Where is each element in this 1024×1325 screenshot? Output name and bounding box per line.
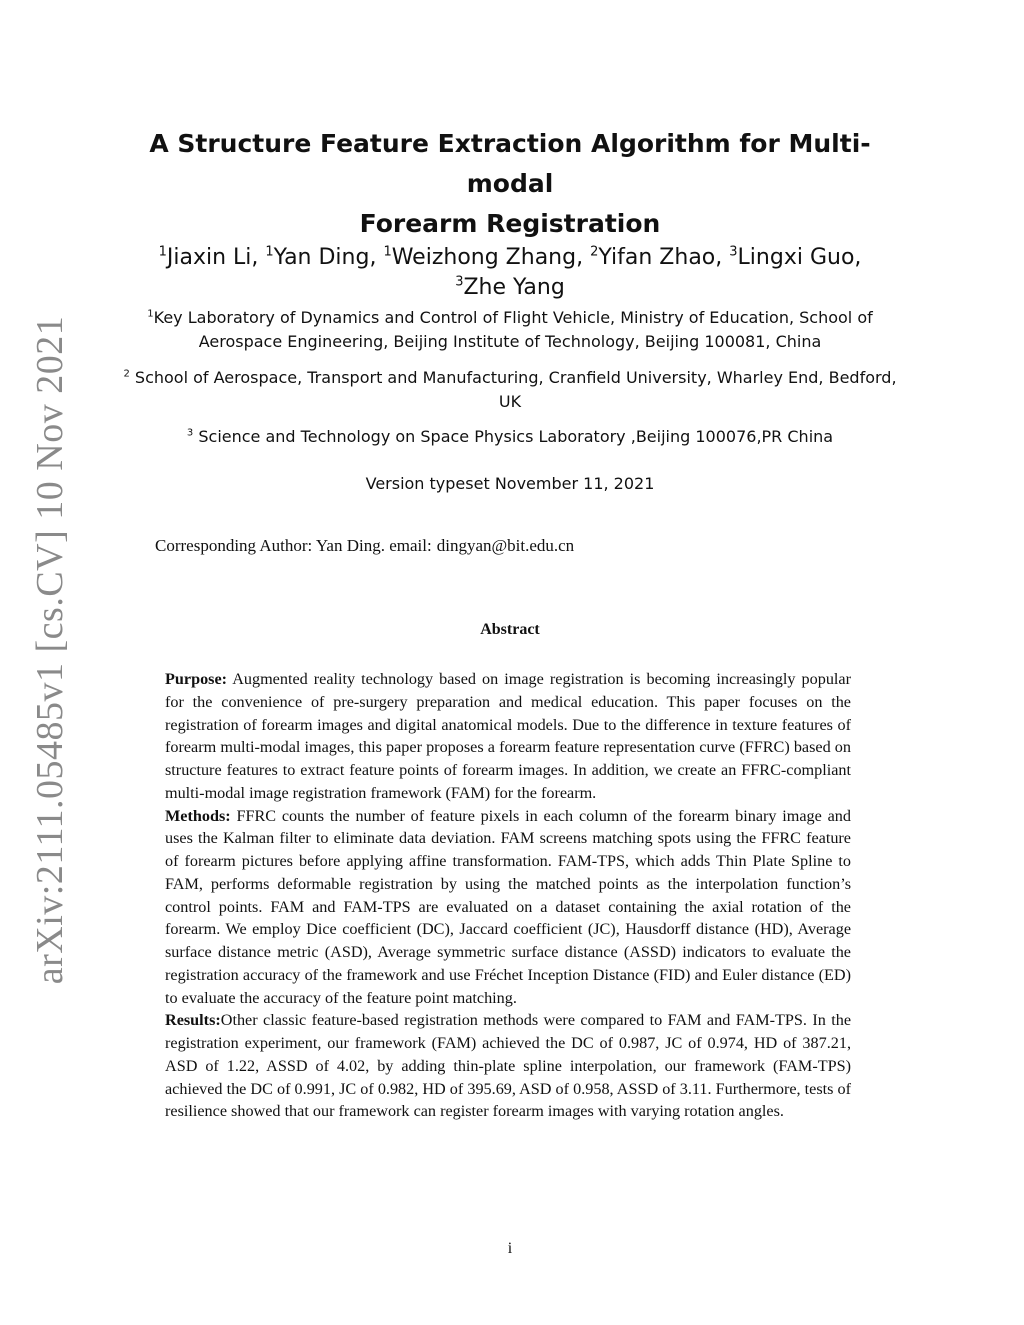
version-typeset: Version typeset November 11, 2021 bbox=[365, 474, 655, 493]
author-3-sup: 1 bbox=[383, 244, 392, 260]
abstract-methods bbox=[165, 805, 851, 1010]
author-3: Weizhong Zhang, bbox=[391, 245, 584, 270]
corresponding-author bbox=[155, 536, 574, 556]
paper-title bbox=[110, 124, 910, 244]
author-2: Yan Ding, bbox=[273, 245, 377, 270]
author-1: Jiaxin Li, bbox=[166, 245, 259, 270]
abstract-heading: Abstract bbox=[480, 621, 540, 638]
results-label: Results: bbox=[165, 1011, 221, 1030]
purpose-text: Augmented reality technology based on image registration is becoming increasingly popular for the convenience of pre-surgery preparation and medical education. This paper focuses on the registration of forearm images and digital anatomical models. Due to the difference in texture features of forearm multi-modal images, this paper proposes a forearm feature representation curve (FFRC) based on structure features to extract feature points of forearm images. In addition, we create an FFRC-compliant multi-modal image registration framework (FAM) for the forearm. bbox=[165, 670, 851, 802]
purpose-label: Purpose: bbox=[165, 670, 228, 688]
affiliation-2-text: School of Aerospace, Transport and Manufacturing, Cranfield University, Wharley End, Bedford, UK bbox=[129, 368, 897, 411]
affiliation-2-sup: 2 bbox=[123, 368, 130, 380]
author-4: Yifan Zhao, bbox=[598, 245, 723, 270]
affiliation-1 bbox=[110, 306, 910, 354]
methods-text: FFRC counts the number of feature pixels in each column of the forearm binary image and uses the Kalman filter to eliminate data deviation. FAM screens matching spots using the FFRC feature of forearm pictures before applying affine transformation. FAM-TPS, which adds Thin Plate Spline to FAM, performs deformable registration by using the matched points as the interpolation function’s control points. FAM and FAM-TPS are evaluated on a dataset containing the axial rotation of the forearm. We employ Dice coefficient (DC), Jaccard coefficient (JC), Hausdorff distance (HD), Average surface distance metric (ASD), Average symmetric surface distance (ASSD) indicators to evaluate the registration accuracy of the framework and use Fréchet Inception Distance (FID) and Euler distance (ED) to evaluate the accuracy of the feature point matching. bbox=[165, 806, 851, 1007]
affiliation-3 bbox=[110, 425, 910, 449]
author-2-sup: 1 bbox=[265, 244, 274, 260]
abstract-results bbox=[165, 1009, 851, 1123]
arxiv-identifier: arXiv:2111.05485v1 [cs.CV] 10 Nov 2021 bbox=[29, 315, 71, 985]
title-line-2: Forearm Registration bbox=[359, 209, 661, 238]
abstract-purpose bbox=[165, 668, 851, 805]
methods-label: Methods: bbox=[165, 806, 231, 825]
corresponding-email-link[interactable]: dingyan@bit.edu.cn bbox=[436, 536, 575, 555]
page-number: i bbox=[507, 1240, 513, 1257]
affiliation-1-sup: 1 bbox=[147, 308, 154, 320]
author-5: Lingxi Guo, bbox=[737, 245, 862, 270]
title-line-1: A Structure Feature Extraction Algorithm for Multi-modal bbox=[149, 129, 871, 198]
corresponding-author-label: Corresponding Author: Yan Ding. email: bbox=[155, 536, 432, 555]
affiliation-3-sup: 3 bbox=[186, 427, 194, 439]
author-4-sup: 2 bbox=[590, 244, 599, 260]
affiliation-3-text: Science and Technology on Space Physics Laboratory ,Beijing 100076,PR China bbox=[193, 427, 834, 446]
author-6: Zhe Yang bbox=[463, 275, 565, 300]
affiliation-1-text: Key Laboratory of Dynamics and Control of Flight Vehicle, Ministry of Education, School of Aerospace Engineering, Beijing Institute of Technology, Beijing 100081, China bbox=[153, 308, 873, 351]
abstract-body bbox=[165, 668, 851, 1123]
affiliation-2 bbox=[110, 366, 910, 414]
author-5-sup: 3 bbox=[729, 244, 738, 260]
author-list bbox=[110, 243, 910, 303]
results-text: Other classic feature-based registration methods were compared to FAM and FAM-TPS. In the registration experiment, our framework (FAM) achieved the DC of 0.987, JC of 0.974, HD of 387.21, ASD of 1.22, ASSD of 4.02, by adding thin-plate spline interpolation, our framework (FAM-TPS) achieved the DC of 0.991, JC of 0.982, HD of 395.69, ASD of 0.958, ASSD of 3.11. Furthermore, tests of resilience showed that our framework can register forearm images with varying rotation angles. bbox=[165, 1011, 851, 1121]
author-1-sup: 1 bbox=[158, 244, 167, 260]
author-6-sup: 3 bbox=[455, 274, 464, 290]
